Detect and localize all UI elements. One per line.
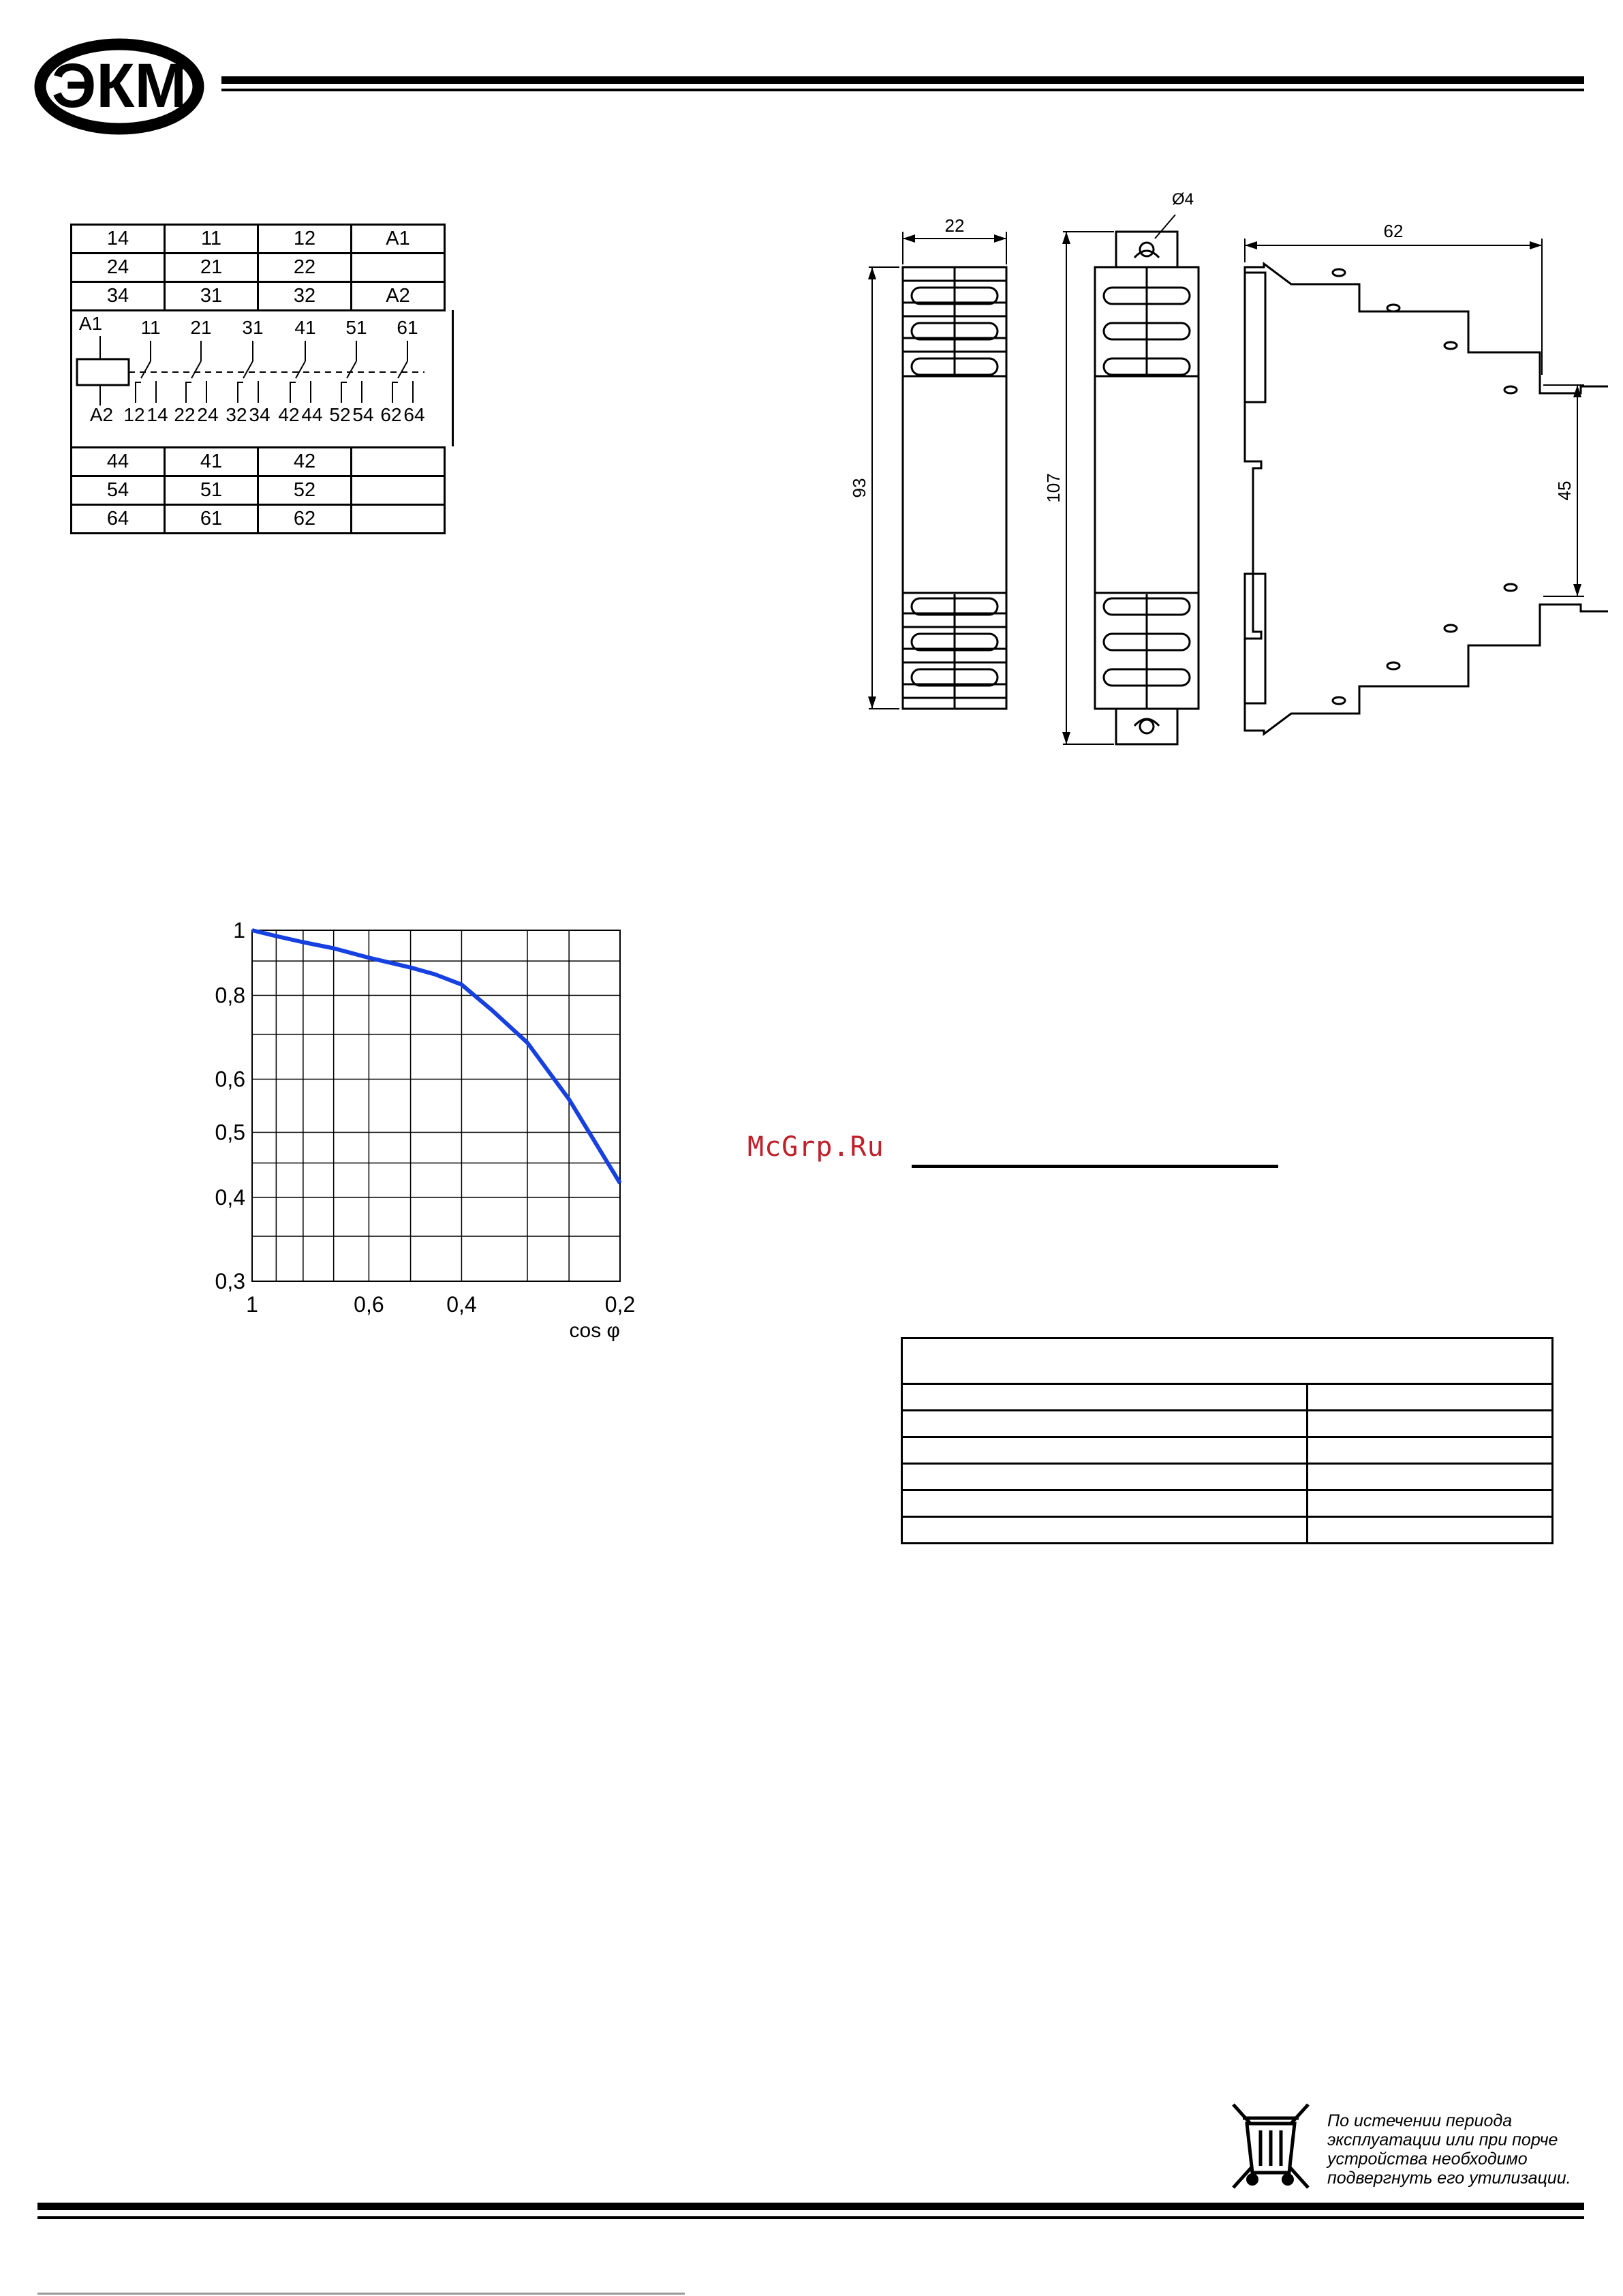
output-terminal-label: 34 — [249, 404, 270, 425]
table-row: 54 51 52 — [72, 476, 445, 505]
disposal-line: устройства необходимо — [1327, 2149, 1528, 2169]
nc-terminal — [392, 382, 398, 403]
disposal-line: подвергнуть его утилизации. — [1327, 2169, 1571, 2188]
nc-terminal — [186, 382, 191, 403]
disposal-line: По истечении периода — [1327, 2111, 1513, 2130]
output-terminal-label: 14 — [146, 404, 168, 425]
wiring-diagram — [70, 310, 454, 446]
table-row: 14 11 12 A1 — [72, 225, 445, 254]
dim-hole: Ø4 — [1172, 191, 1194, 209]
output-terminal-label: 44 — [301, 404, 323, 425]
output-terminal-label: 52 — [329, 404, 351, 425]
bottom-clip — [1116, 709, 1177, 744]
x-axis-label: cos φ — [569, 1319, 620, 1342]
watermark: McGrp.Ru — [747, 1131, 884, 1163]
dimension-drawing — [845, 191, 1608, 750]
ekm-logo — [34, 37, 204, 136]
contact-blade — [243, 361, 253, 378]
plot-frame — [252, 930, 620, 1281]
footer-rule-thin — [37, 2216, 1584, 2219]
contact-blade — [347, 361, 356, 378]
pin-table-bottom — [70, 446, 446, 534]
nc-terminal — [290, 382, 296, 403]
table-row — [902, 1490, 1553, 1517]
dim-rail: 45 — [1554, 480, 1575, 501]
contact-blade — [141, 361, 151, 378]
table-row — [902, 1384, 1553, 1411]
y-tick-label: 1 — [233, 920, 245, 943]
y-tick-label: 0,4 — [215, 1184, 245, 1210]
nc-terminal — [136, 382, 141, 403]
table-row — [902, 1464, 1553, 1490]
logo-text: ЭКМ — [51, 51, 187, 121]
y-tick-label: 0,8 — [215, 983, 245, 1008]
output-terminal-label: 54 — [352, 404, 374, 425]
footer-rule-grey — [37, 2293, 685, 2295]
common-terminal-label: 11 — [140, 317, 161, 338]
common-terminal-label: 51 — [345, 317, 367, 338]
y-tick-label: 0,3 — [215, 1269, 245, 1294]
table-row: 24 21 22 — [72, 254, 445, 282]
crossed-bin-icon — [1226, 2100, 1315, 2194]
coil-symbol — [77, 359, 129, 385]
table-row — [902, 1517, 1553, 1544]
header-rule-thin — [221, 89, 1584, 91]
contact-groups — [123, 317, 424, 425]
header-rule — [221, 76, 1584, 84]
table-row: 44 41 42 — [72, 448, 445, 476]
contact-blade — [191, 361, 201, 378]
output-terminal-label: 12 — [123, 404, 145, 425]
x-tick-label: 0,4 — [446, 1292, 477, 1317]
common-terminal-label: 41 — [294, 317, 316, 338]
disposal-notice — [1327, 2111, 1571, 2188]
output-terminal-label: 42 — [278, 404, 300, 425]
dim-height-93: 93 — [849, 478, 869, 498]
spec-table — [901, 1337, 1554, 1544]
top-clip — [1116, 232, 1177, 267]
contact-blade — [296, 361, 305, 378]
dim-depth: 62 — [1383, 221, 1404, 241]
table-row: 64 61 62 — [72, 505, 445, 534]
dim-height-107: 107 — [1043, 473, 1064, 503]
y-tick-label: 0,5 — [215, 1120, 245, 1145]
output-terminal-label: 22 — [174, 404, 196, 425]
common-terminal-label: 61 — [397, 317, 418, 338]
common-terminal-label: 31 — [242, 317, 264, 338]
signature-line — [912, 1165, 1278, 1168]
x-tick-label: 0,2 — [604, 1292, 636, 1317]
table-row — [902, 1338, 1553, 1384]
x-tick-label: 1 — [246, 1292, 258, 1317]
contact-blade — [398, 361, 407, 378]
output-terminal-label: 62 — [380, 404, 402, 425]
disposal-line: эксплуатации или при порче — [1327, 2130, 1558, 2149]
coil-top-label: A1 — [78, 313, 103, 334]
nc-terminal — [341, 382, 347, 403]
y-tick-label: 0,6 — [215, 1067, 245, 1092]
output-terminal-label: 64 — [403, 404, 425, 425]
x-tick-label: 0,6 — [354, 1292, 384, 1317]
pin-table-top — [70, 224, 446, 311]
table-row: 34 31 32 A2 — [72, 282, 445, 311]
front-view-slots — [903, 267, 1006, 709]
nc-terminal — [238, 382, 243, 403]
footer-rule — [37, 2203, 1584, 2210]
series-line — [252, 930, 620, 1183]
table-row — [902, 1411, 1553, 1437]
dim-width: 22 — [944, 215, 965, 236]
output-terminal-label: 32 — [226, 404, 247, 425]
output-terminal-label: 24 — [197, 404, 219, 425]
derating-chart — [164, 920, 661, 1370]
table-row — [902, 1437, 1553, 1464]
coil-bottom-label: A2 — [89, 404, 114, 425]
common-terminal-label: 21 — [190, 317, 212, 338]
